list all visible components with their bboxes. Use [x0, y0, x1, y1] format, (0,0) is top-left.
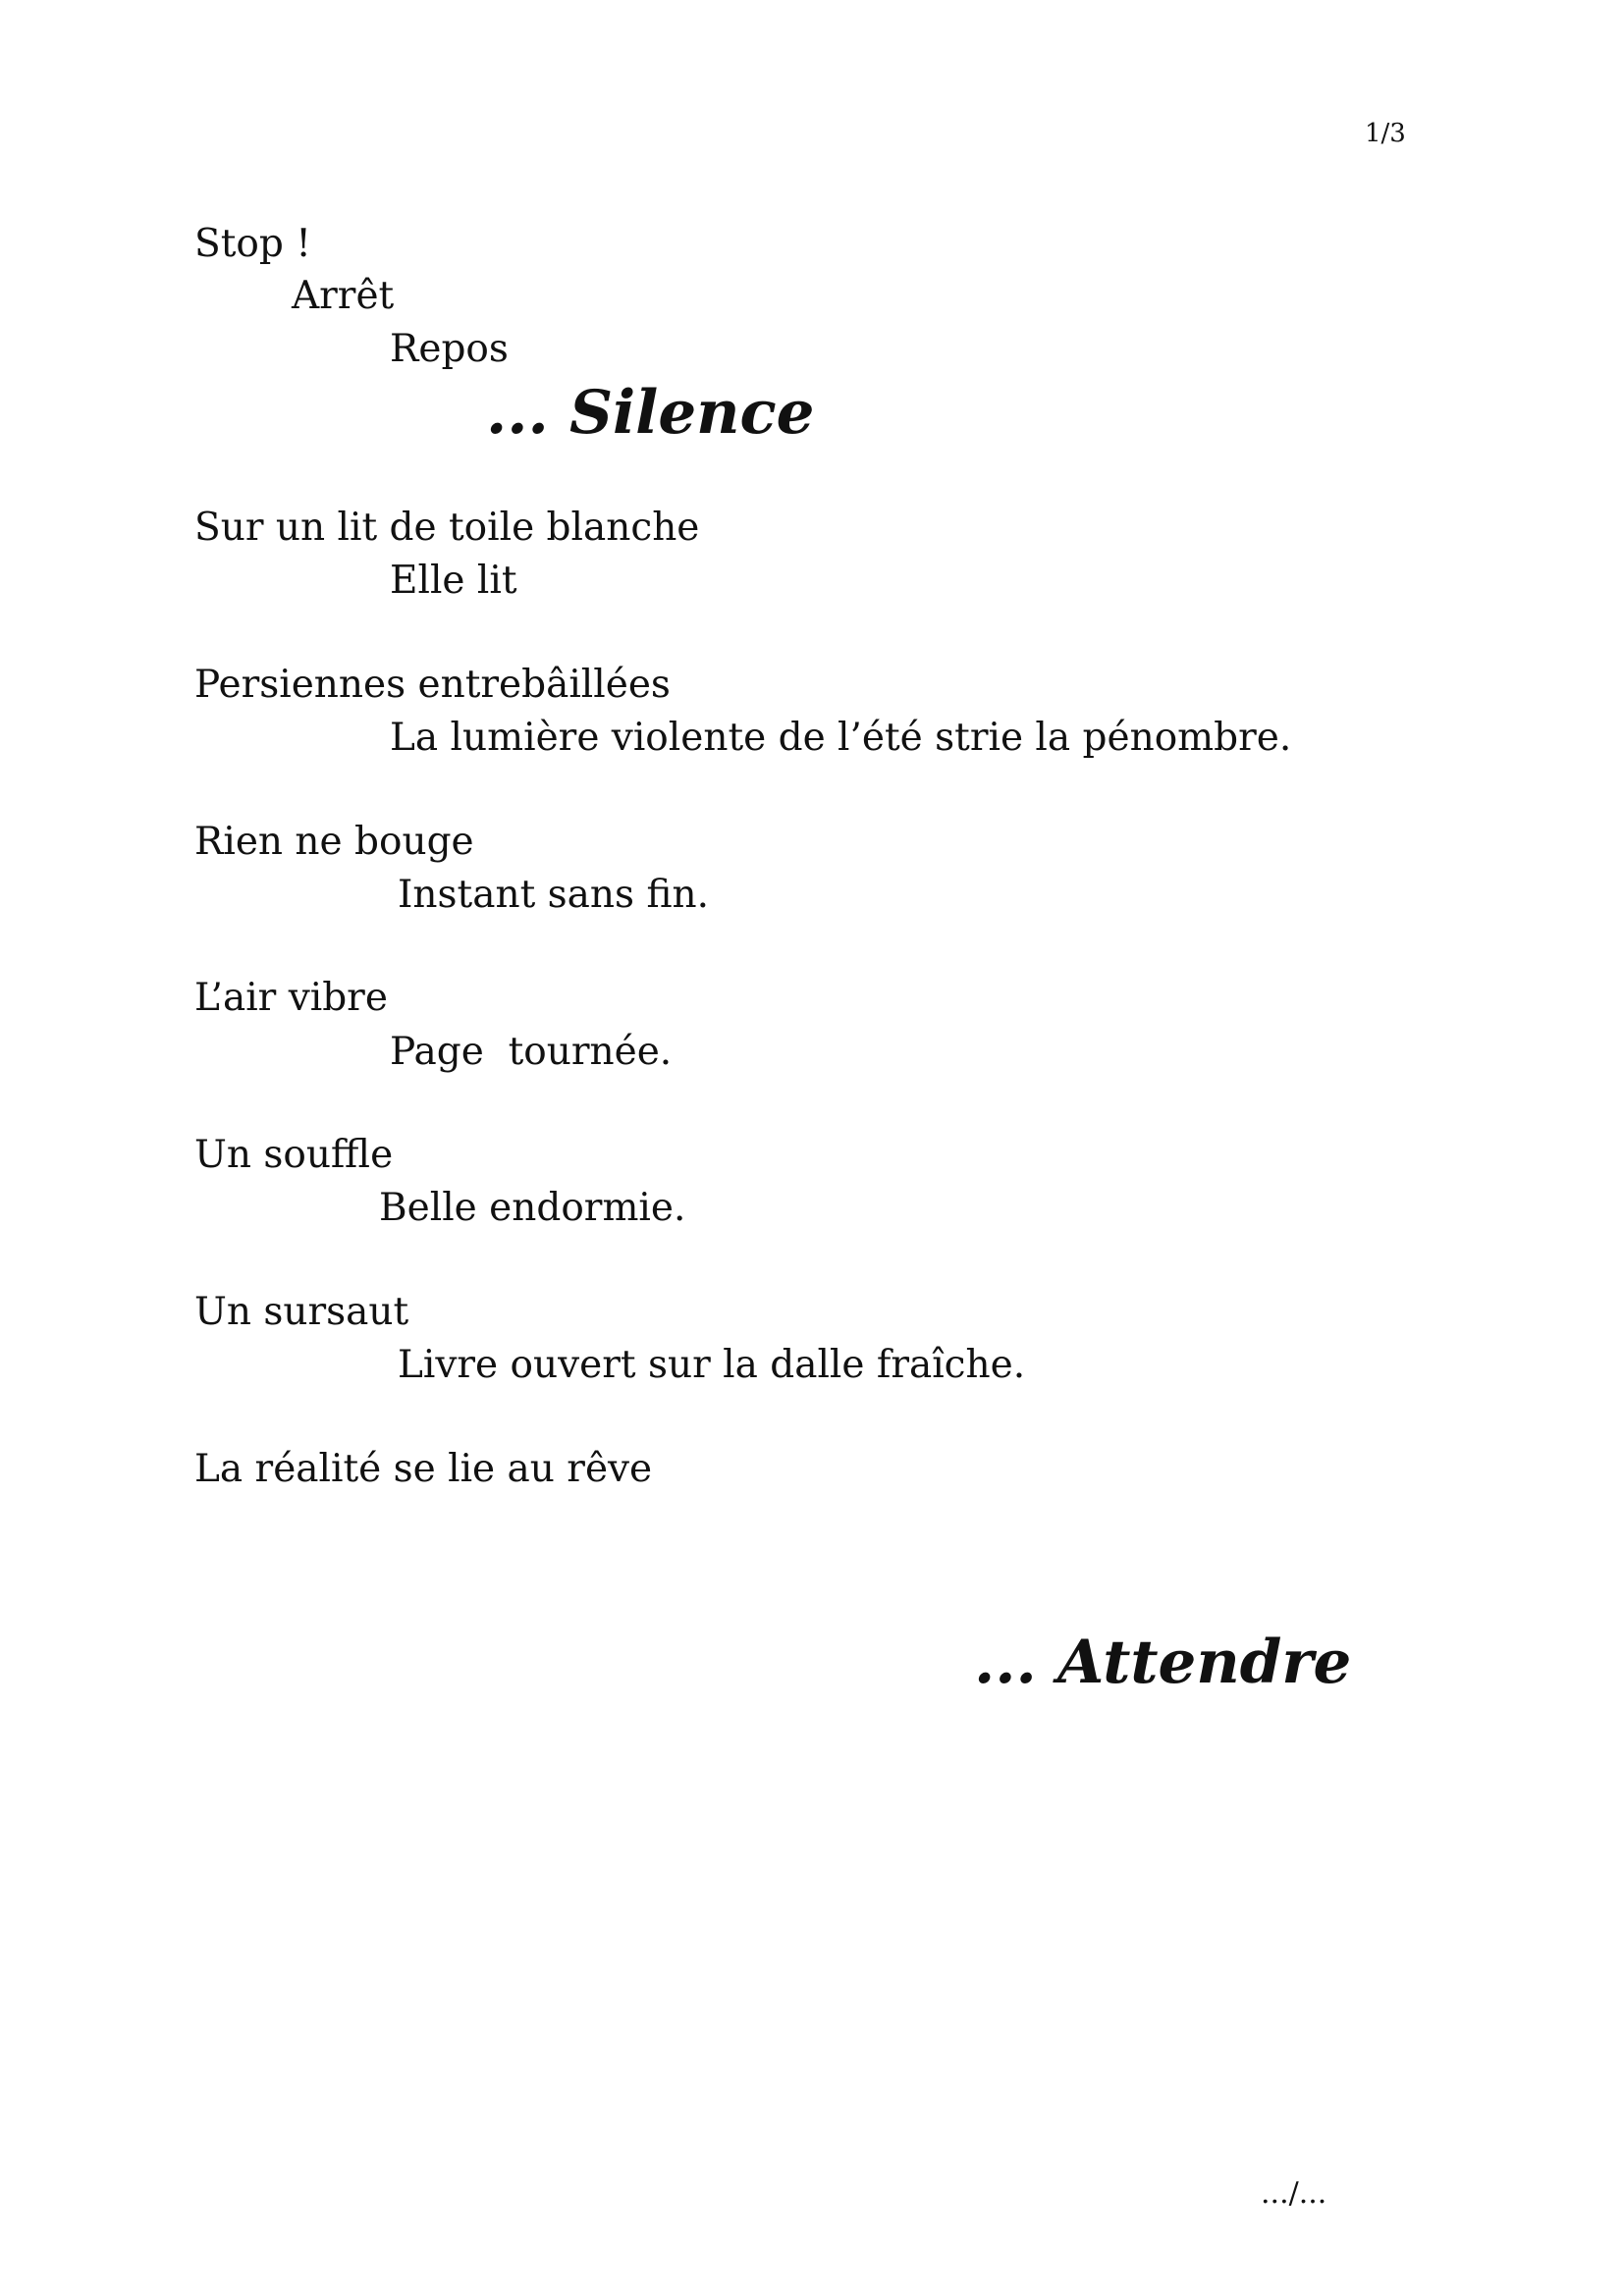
page-number: 1/3: [1365, 119, 1406, 148]
poem-stanza-2-line-1: Persiennes entrebâillées: [194, 663, 671, 707]
poem-line-repos: Repos: [390, 327, 509, 371]
continuation-mark: .../...: [1261, 2176, 1327, 2211]
poem-stanza-3-line-1: Rien ne bouge: [194, 820, 474, 864]
poem-stanza-5-line-2: Belle endormie.: [379, 1186, 686, 1230]
poem-line-arret: Arrêt: [292, 274, 395, 318]
poem-stanza-5-line-1: Un souffle: [194, 1133, 394, 1177]
poem-stanza-6-line-1: Un sursaut: [194, 1290, 409, 1334]
poem-stanza-6-line-2: Livre ouvert sur la dalle fraîche.: [398, 1343, 1026, 1387]
poem-closing-line: La réalité se lie au rêve: [194, 1447, 653, 1491]
poem-stanza-3-line-2: Instant sans fin.: [398, 873, 709, 917]
poem-stanza-1-line-2: Elle lit: [390, 559, 517, 603]
poem-stanza-4-line-1: L’air vibre: [194, 976, 388, 1020]
poem-title-silence: ... Silence: [486, 378, 815, 448]
poem-stanza-2-line-2: La lumière violente de l’été strie la pénombre.: [390, 716, 1292, 760]
poem-line-stop: Stop !: [194, 222, 311, 266]
poem-title-attendre: ... Attendre: [974, 1628, 1352, 1697]
poem-stanza-1-line-1: Sur un lit de toile blanche: [194, 506, 700, 550]
poem-stanza-4-line-2: Page tournée.: [390, 1030, 673, 1074]
